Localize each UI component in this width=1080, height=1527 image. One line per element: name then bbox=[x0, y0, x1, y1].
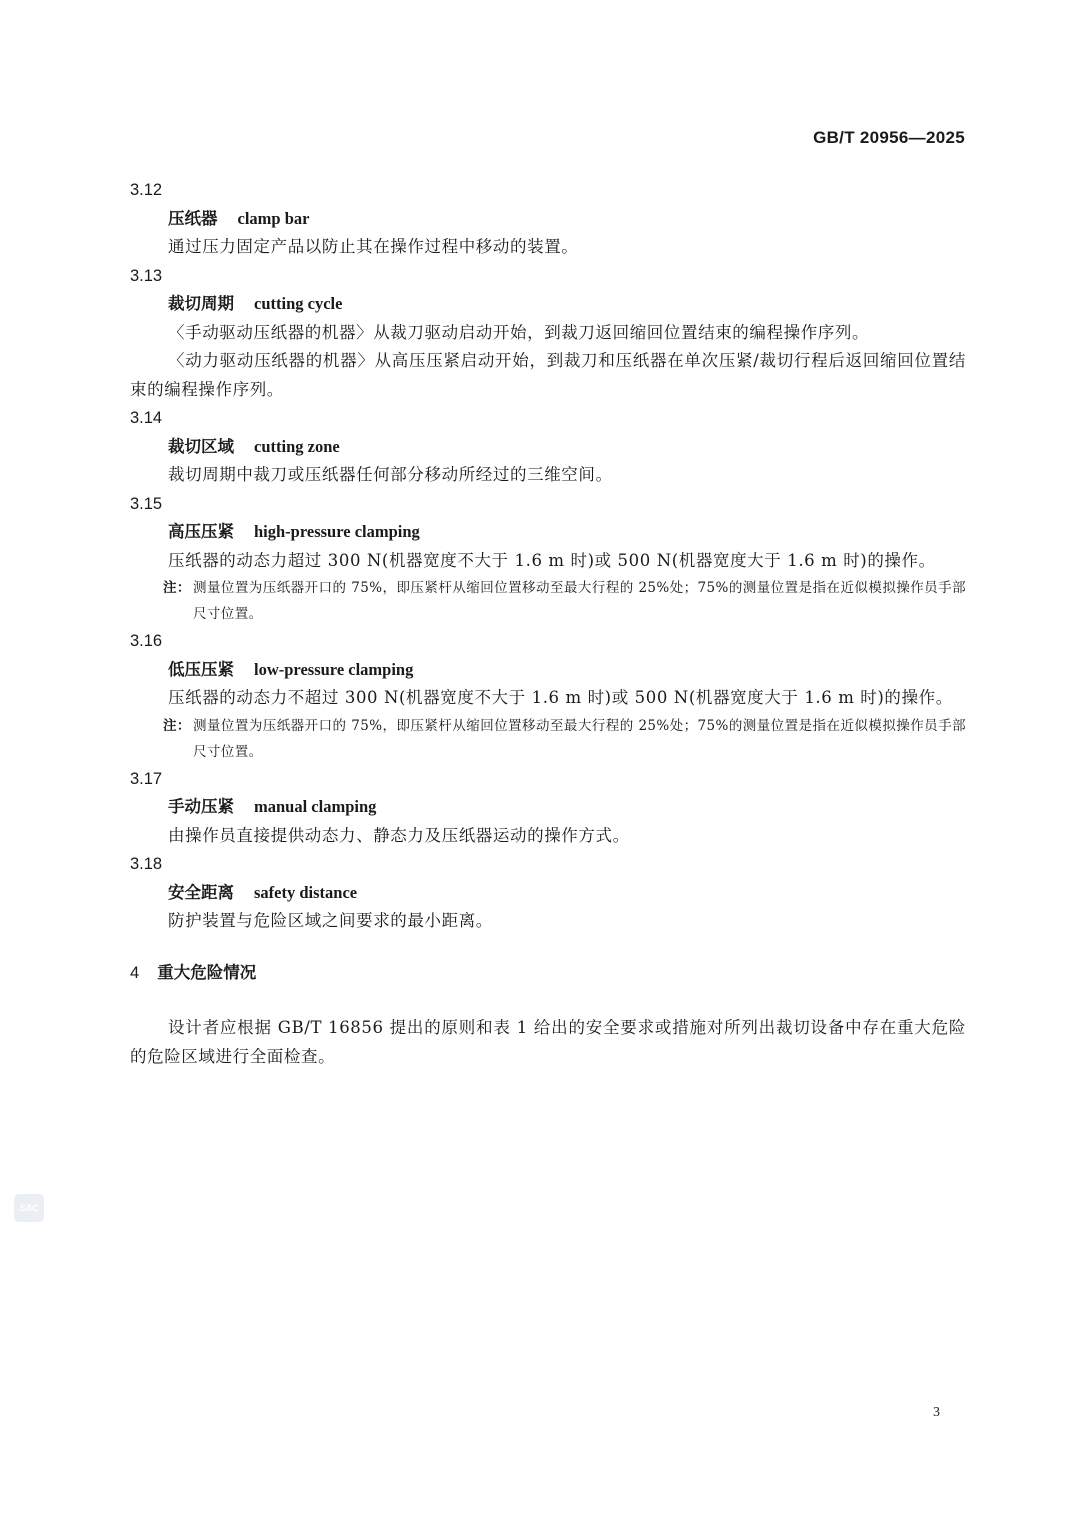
note-text: 测量位置为压纸器开口的 75%，即压紧杆从缩回位置移动至最大行程的 25%处；75%的测量位置是指在近似模拟操作员手部尺寸位置。 bbox=[193, 580, 966, 622]
term-chinese: 低压压紧 bbox=[168, 659, 234, 679]
term-chinese: 手动压紧 bbox=[168, 797, 234, 816]
term-entry bbox=[130, 850, 966, 936]
term-heading bbox=[168, 290, 966, 319]
term-chinese: 裁切区域 bbox=[168, 436, 234, 456]
term-english: clamp bar bbox=[237, 208, 310, 228]
term-number: 3.17 bbox=[130, 769, 163, 788]
term-definition: 〈动力驱动压纸器的机器〉从高压压紧启动开始，到裁刀和压纸器在单次压紧/裁切行程后返回缩回位置结束的编程操作序列。 bbox=[130, 351, 966, 399]
term-definition: 压纸器的动态力不超过 300 N(机器宽度不大于 1.6 m 时)或 500 N(机器宽度大于 1.6 m 时)的操作。 bbox=[168, 688, 953, 707]
term-number: 3.18 bbox=[130, 855, 163, 873]
term-definition: 由操作员直接提供动态力、静态力及压纸器运动的操作方式。 bbox=[168, 825, 630, 845]
term-english: high-pressure clamping bbox=[254, 522, 420, 541]
term-entry bbox=[130, 176, 966, 262]
term-chinese: 高压压紧 bbox=[168, 522, 234, 541]
term-entry bbox=[130, 627, 966, 765]
term-heading bbox=[168, 518, 966, 547]
term-entry bbox=[130, 262, 966, 405]
term-number: 3.12 bbox=[130, 181, 163, 199]
term-definition: 防护装置与危险区域之间要求的最小距离。 bbox=[168, 911, 493, 930]
term-entry bbox=[130, 765, 966, 851]
term-english: low-pressure clamping bbox=[254, 659, 414, 679]
term-english: cutting zone bbox=[254, 436, 340, 456]
term-english: safety distance bbox=[254, 882, 358, 902]
term-heading bbox=[168, 205, 966, 234]
term-number: 3.14 bbox=[130, 409, 163, 427]
term-heading bbox=[168, 433, 966, 462]
term-definition: 通过压力固定产品以防止其在操作过程中移动的装置。 bbox=[168, 237, 579, 256]
page-number: 3 bbox=[933, 1405, 940, 1420]
term-definition: 〈手动驱动压纸器的机器〉从裁刀驱动启动开始，到裁刀返回缩回位置结束的编程操作序列。 bbox=[168, 322, 870, 342]
term-chinese: 压纸器 bbox=[168, 208, 218, 228]
term-english: cutting cycle bbox=[254, 294, 343, 313]
section-heading bbox=[130, 958, 966, 988]
term-english: manual clamping bbox=[254, 797, 377, 816]
sac-watermark-logo: SAC bbox=[14, 1194, 44, 1222]
standard-number: GB/T 20956—2025 bbox=[813, 128, 965, 147]
term-note bbox=[163, 575, 966, 627]
term-number: 3.13 bbox=[130, 266, 163, 285]
section-number: 4 bbox=[130, 963, 140, 982]
page-content bbox=[130, 176, 966, 1071]
section-paragraph: 设计者应根据 GB/T 16856 提出的原则和表 1 给出的安全要求或措施对所列出裁切设备中存在重大危险的危险区域进行全面检查。 bbox=[130, 1017, 966, 1066]
term-heading bbox=[168, 793, 966, 822]
note-label: 注： bbox=[163, 580, 191, 596]
note-text: 测量位置为压纸器开口的 75%，即压紧杆从缩回位置移动至最大行程的 25%处；75%的测量位置是指在近似模拟操作员手部尺寸位置。 bbox=[193, 717, 966, 760]
term-entry bbox=[130, 490, 966, 628]
note-label: 注： bbox=[163, 717, 191, 734]
term-number: 3.16 bbox=[130, 632, 163, 650]
term-entry bbox=[130, 404, 966, 490]
term-note bbox=[163, 713, 966, 765]
term-heading bbox=[168, 879, 966, 908]
term-chinese: 裁切周期 bbox=[168, 294, 234, 313]
section-title: 重大危险情况 bbox=[157, 962, 257, 982]
term-heading bbox=[168, 656, 966, 685]
term-definition: 裁切周期中裁刀或压纸器任何部分移动所经过的三维空间。 bbox=[168, 465, 613, 484]
term-definition: 压纸器的动态力超过 300 N(机器宽度不大于 1.6 m 时)或 500 N(机器宽度大于 1.6 m 时)的操作。 bbox=[168, 550, 936, 570]
term-chinese: 安全距离 bbox=[168, 882, 234, 902]
term-number: 3.15 bbox=[130, 494, 163, 513]
